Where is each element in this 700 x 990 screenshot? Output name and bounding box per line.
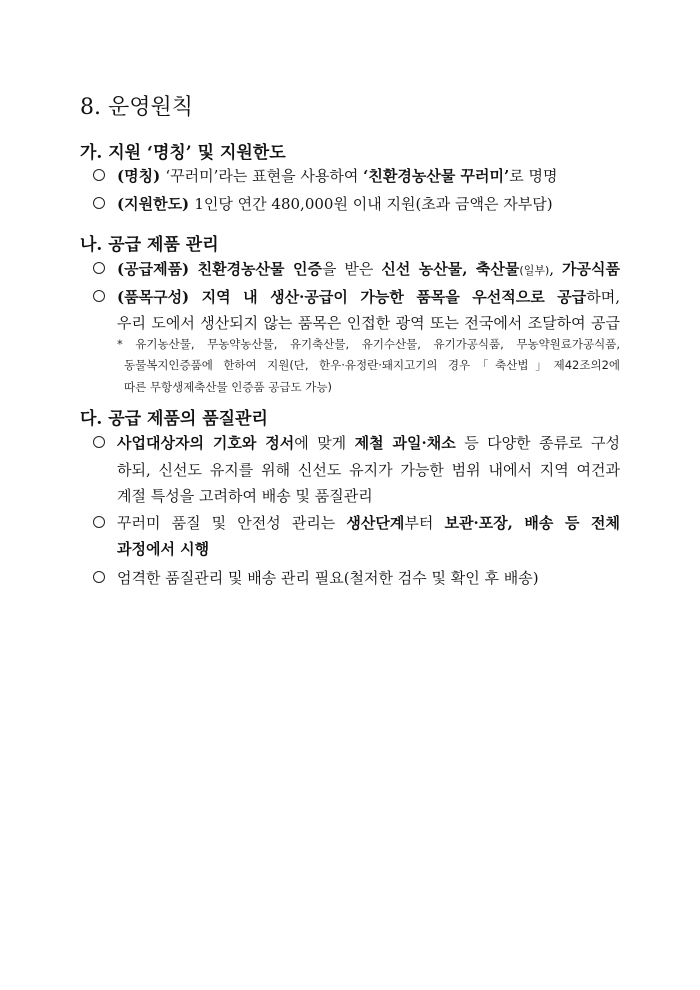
bold-text: 제철 과일·채소 (354, 434, 456, 452)
bullet-circle-icon (93, 197, 105, 209)
bold-text: 신선 농산물, 축산물 (381, 260, 520, 278)
bold-text: 보관·포장, 배송 등 전체 (444, 514, 620, 532)
bold-text: (공급제품) 친환경농산물 인증 (117, 260, 322, 278)
paragraph-line (117, 286, 620, 307)
paragraph-line (117, 193, 620, 214)
paragraph-line (117, 432, 620, 453)
bullet-circle-icon (93, 290, 105, 302)
bullet-circle-icon (93, 262, 105, 274)
paragraph-line (117, 485, 620, 506)
section-heading-na: 나. 공급 제품 관리 (80, 235, 219, 255)
section-heading-ga: 가. 지원 ‘명칭’ 및 지원한도 (80, 143, 286, 163)
bullet-circle-icon (93, 571, 105, 583)
text-segment: ‘꾸러미’라는 표현을 사용하여 (165, 167, 364, 185)
bold-text: (품목구성) 지역 내 생산·공급이 가능한 품목을 우선적으로 공급 (117, 288, 587, 306)
paragraph-line (117, 165, 620, 186)
text-segment: 꾸러미 품질 및 안전성 관리는 (117, 514, 347, 532)
text-segment: 1인당 연간 480,000원 이내 지원(초과 금액은 자부담) (194, 195, 553, 213)
paragraph-line (117, 312, 620, 333)
bold-text: 가공식품 (562, 260, 620, 278)
footnote-line: 따른 무항생제축산물 인증품 공급도 가능) (124, 380, 332, 394)
text-segment: 부터 (404, 514, 445, 532)
bullet-circle-icon (93, 436, 105, 448)
text-segment: , (549, 260, 563, 278)
text-segment: 하되, 신선도 유지를 위해 신선도 유지가 가능한 범위 내에서 지역 여건과 (117, 461, 620, 479)
page-title: 8. 운영원칙 (80, 95, 193, 120)
text-segment: 로 명명 (509, 167, 558, 185)
text-segment: 등 다양한 종류로 구성 (455, 434, 621, 452)
paragraph-line (117, 459, 620, 480)
text-segment: 우리 도에서 생산되지 않는 품목은 인접한 광역 또는 전국에서 조달하여 공급 (117, 314, 620, 332)
text-segment: (일부) (519, 264, 550, 277)
bullet-circle-icon (93, 516, 105, 528)
text-segment: 에 맞게 (294, 434, 355, 452)
bold-text: (명칭) (117, 167, 166, 185)
bold-text: 사업대상자의 기호와 정서 (117, 434, 295, 452)
paragraph-line (117, 512, 620, 533)
paragraph-line (117, 258, 620, 279)
bullet-circle-icon (93, 169, 105, 181)
footnote-line: * 유기농산물, 무농약농산물, 유기축산물, 유기수산물, 유기가공식품, 무농약원료가공식품, (117, 337, 620, 351)
section-heading-da: 다. 공급 제품의 품질관리 (80, 409, 268, 429)
bold-text: 과정에서 시행 (117, 540, 210, 558)
text-segment: 엄격한 품질관리 및 배송 관리 필요(철저한 검수 및 확인 후 배송) (117, 569, 539, 587)
paragraph-line (117, 538, 620, 559)
text-segment: 하며, (586, 288, 620, 306)
bold-text: (지원한도) (117, 195, 195, 213)
bold-text: ‘친환경농산물 꾸러미’ (363, 167, 510, 185)
paragraph-line (117, 567, 620, 588)
text-segment: 을 받은 (321, 260, 382, 278)
bold-text: 생산단계 (346, 514, 405, 532)
text-segment: 계절 특성을 고려하여 배송 및 품질관리 (117, 487, 373, 505)
footnote-line: 동물복지인증품에 한하여 지원(단, 한우·유정란·돼지고기의 경우「축산법」제42조의2에 (124, 358, 620, 372)
